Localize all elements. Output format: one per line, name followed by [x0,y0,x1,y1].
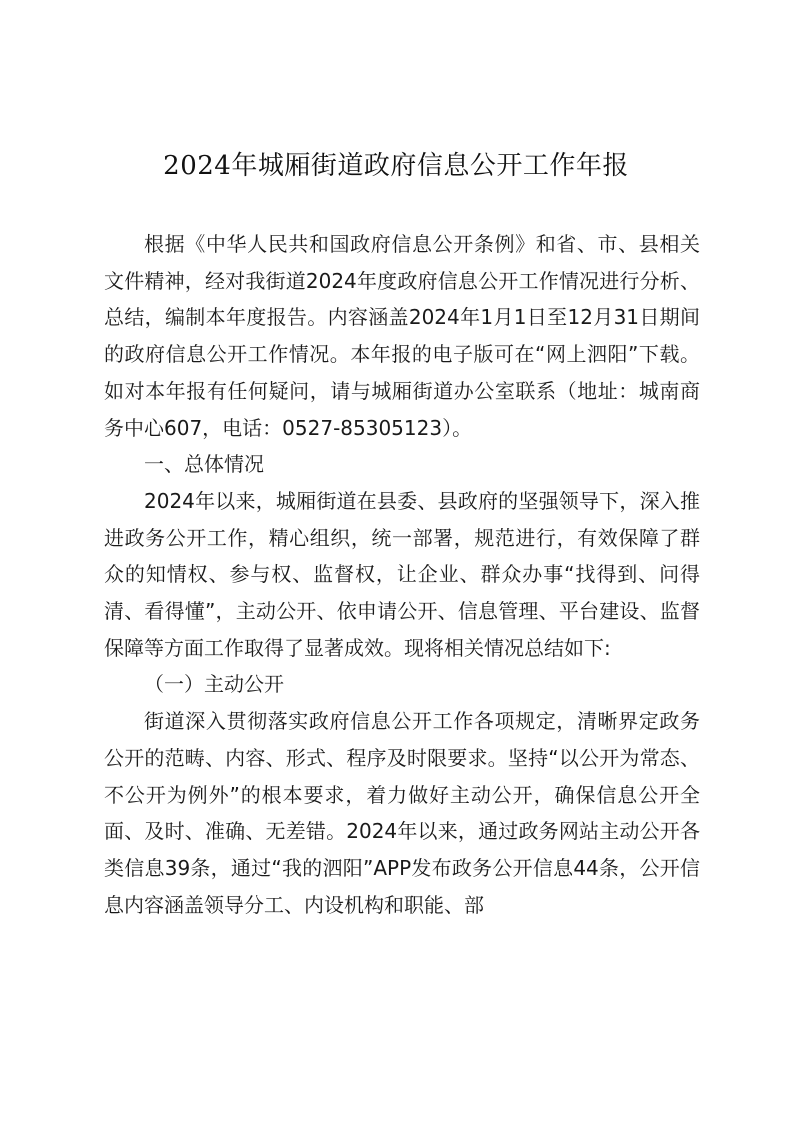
intro-paragraph: 根据《中华人民共和国政府信息公开条例》和省、市、县相关文件精神，经对我街道2024年度政府信息公开工作情况进行分析、总结，编制本年度报告。内容涵盖2024年1月1日至12月31日期间的政府信息公开工作情况。本年报的电子版可在“网上泗阳”下载。如对本年报有任何疑问，请与城厢街道办公室联系（地址：城南商务中心607，电话：0527-85305123）。 [104,232,700,440]
section-heading-overview: 一、总体情况 [144,452,264,477]
subsection-heading-proactive-disclosure: （一）主动公开 [144,672,284,697]
overview-paragraph: 2024年以来，城厢街道在县委、县政府的坚强领导下，深入推进政务公开工作，精心组织，统一部署，规范进行，有效保障了群众的知情权、参与权、监督权，让企业、群众办事“找得到、问得清、看得懂”，主动公开、依申请公开、信息管理、平台建设、监督保障等方面工作取得了显著成效。现将相关情况总结如下: [104,488,700,660]
document-title: 2024年城厢街道政府信息公开工作年报 [163,151,629,181]
proactive-disclosure-paragraph: 街道深入贯彻落实政府信息公开工作各项规定，清晰界定政务公开的范畴、内容、形式、程序及时限要求。坚持“以公开为常态、不公开为例外”的根本要求，着力做好主动公开，确保信息公开全面、及时、准确、无差错。2024年以来，通过政务网站主动公开各类信息39条，通过“我的泗阳”APP发布政务公开信息44条，公开信息内容涵盖领导分工、内设机构和职能、部 [104,709,700,917]
document-body [104,226,700,923]
